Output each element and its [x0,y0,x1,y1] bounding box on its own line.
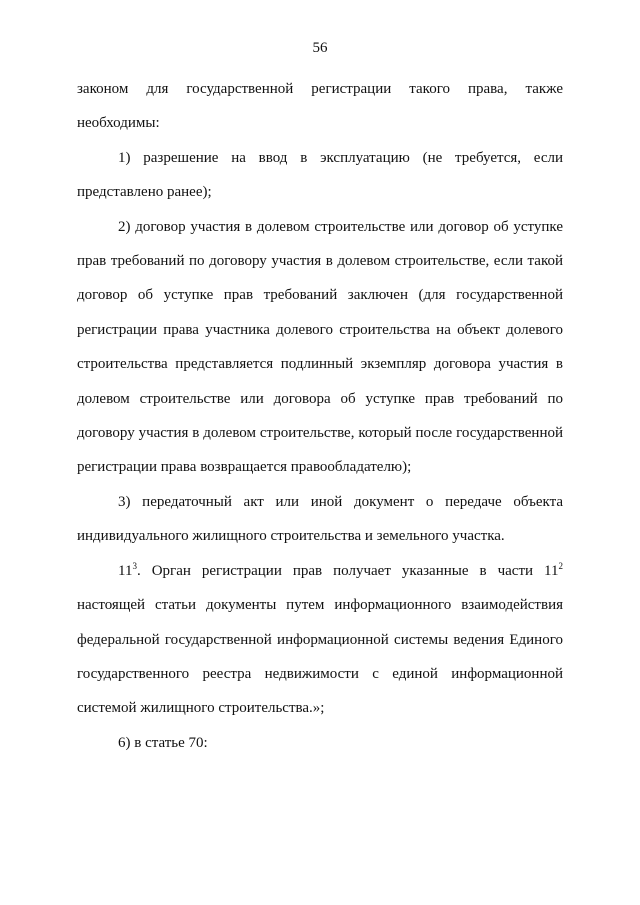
list-item-3: 3) передаточный акт или иной документ о передаче объекта индивидуального жилищного строительства и земельного участка. [77,493,563,545]
list-item-2: 2) договор участия в долевом строительстве или договор об уступке прав требований по договору участия в долевом строительстве, если такой договор об уступке прав требований заключен (для государственной регистрации права участника долевого строительства на объект долевого строительства представляется подлинный экземпляр договора участия в долевом строительстве или договора об уступке прав требований по договору участия в долевом строительстве, который после государственной регистрации права возвращается правообладателю); [77,218,563,476]
page-number: 56 [312,40,328,56]
part-text-after-reference: настоящей статьи документы путем информационного взаимодействия федеральной государственной информационной системы ведения Единого государственного реестра недвижимости с единой информационной системой жилищного строительства.»; [77,597,563,717]
paragraph-part-11-3 [77,554,563,726]
reference-part-number: 11 [544,562,559,579]
part-number-superscript: 3 [132,560,137,571]
reference-part-superscript: 2 [558,560,563,571]
list-item-1: 1) разрешение на ввод в эксплуатацию (не требуется, если представлено ранее); [77,149,563,201]
paragraph-continuation: законом для государственной регистрации такого права, также необходимы: [77,81,563,132]
part-text-before-reference: . Орган регистрации прав получает указанные в части [136,562,545,579]
list-item-6: 6) в статье 70: [118,734,208,751]
part-number: 11 [118,562,133,579]
document-body [77,72,563,760]
